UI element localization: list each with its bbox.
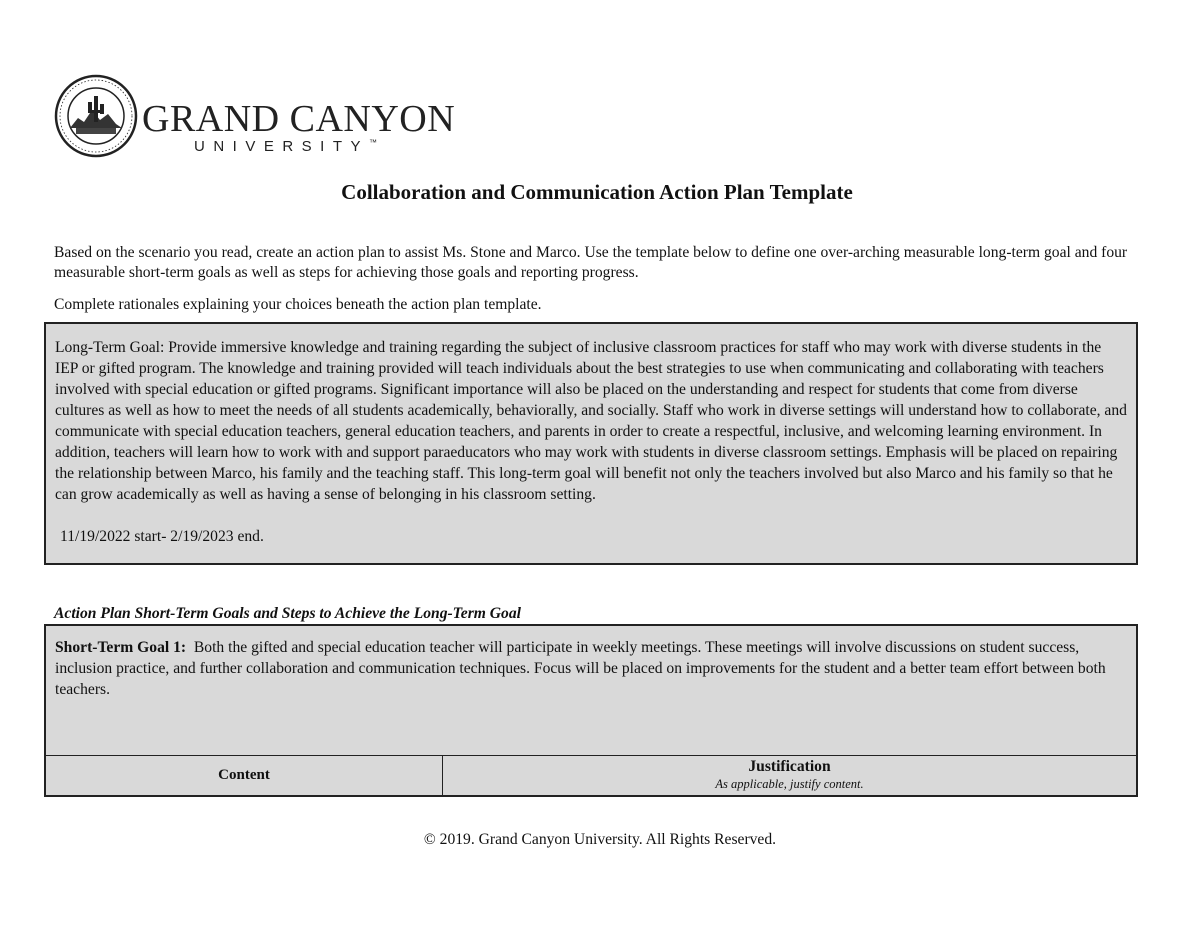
logo-name: GRAND CANYON	[142, 98, 456, 140]
document-title: Collaboration and Communication Action Plan Template	[341, 180, 853, 204]
long-term-goal-dates: 11/19/2022 start- 2/19/2023 end.	[60, 528, 264, 545]
short-term-goal-1-text: Both the gifted and special education teacher will participate in weekly meetings. These meetings will involve discussions on student success, inclusion practice, and further collaboration and communication techniques. Focus will be placed on improvements for the student and a better team effort between both teachers.	[55, 639, 1106, 698]
justification-header	[443, 756, 1136, 795]
copyright-footer: © 2019. Grand Canyon University. All Rights Reserved.	[423, 831, 777, 848]
university-logo	[54, 74, 456, 160]
short-term-section-heading: Action Plan Short-Term Goals and Steps to Achieve the Long-Term Goal	[54, 605, 521, 622]
logo-subtitle: UNIVERSITY™	[194, 138, 378, 155]
justification-subtitle: As applicable, justify content.	[715, 777, 864, 791]
long-term-goal-box	[44, 322, 1138, 565]
short-term-goal-1-label: Short-Term Goal 1:	[55, 639, 187, 656]
long-term-goal-text: Long-Term Goal: Provide immersive knowledge and training regarding the subject of inclusive classroom practices for staff who may work with diverse students in the IEP or gifted program. The knowledge and training provided will teach individuals about the best strategies to use when communicating and collaborating with teachers involved with special education or gifted programs. Significant importance will also be placed on the understanding and respect for students that come from diverse cultures as well as how to meet the needs of all students academically, behaviorally, and socially. Staff who work in diverse settings will understand how to collaborate, and communicate with special education teachers, general education teachers, and parents in order to create a respectful, inclusive, and welcoming learning environment. In addition, teachers will learn how to work with and support paraeducators who may work with students in diverse classroom settings. Emphasis will be placed on repairing the relationship between Marco, his family and the teaching staff. This long-term goal will benefit not only the teachers involved but also Marco and his family so that he can grow academically as well as having a sense of belonging in his classroom setting.	[55, 339, 1127, 503]
intro-paragraph: Based on the scenario you read, create an action plan to assist Ms. Stone and Marco. Use the template below to define one over-arching measurable long-term goal and four measurable short-term goals as well as steps for achieving those goals and reporting progress.	[54, 244, 1128, 281]
intro-rationale-note: Complete rationales explaining your choices beneath the action plan template.	[54, 296, 542, 313]
university-seal-icon	[54, 74, 138, 158]
content-justification-table	[46, 755, 1136, 795]
content-header: Content	[46, 756, 443, 795]
short-term-goal-1	[55, 637, 1127, 700]
justification-title: Justification	[748, 758, 831, 775]
short-term-goal-box	[44, 624, 1138, 797]
